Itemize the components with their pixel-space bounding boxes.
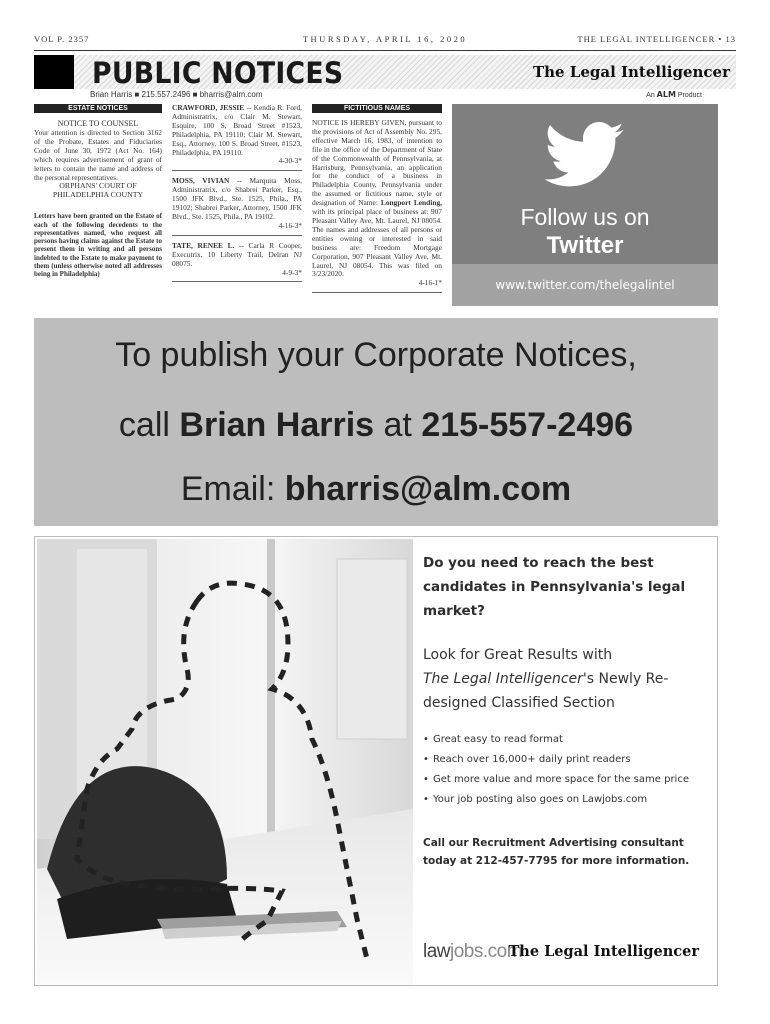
ad-benefits-list [423, 733, 713, 806]
masthead-logo: The Legal Intelligencer [532, 63, 730, 81]
issue-date: THURSDAY, APRIL 16, 2020 [302, 34, 468, 44]
folio-line [34, 34, 736, 48]
list-item: • Great easy to read format [423, 733, 713, 746]
contact-phone[interactable]: 215-557-2496 [421, 406, 634, 444]
estate-entry: TATE, RENEE L. -- Carla R Cooper, Executrix, 10 Liberty Trail, Delran NJ 08075. [172, 240, 302, 268]
decedent-name: TATE, RENEE L. [172, 240, 235, 250]
publication-page: THE LEGAL INTELLIGENCER • 13 [577, 34, 736, 44]
corporate-headline: To publish your Corporate Notices, [115, 336, 637, 374]
volume-page: VOL P. 2357 [34, 34, 90, 44]
list-item: • Get more value and more space for the same price [423, 773, 713, 786]
contact-email-link[interactable]: bharris@alm.com [284, 470, 572, 508]
divider [312, 292, 442, 293]
twitter-name: Twitter [546, 232, 624, 259]
follow-us-text: Follow us on [520, 204, 650, 230]
notice-body: Your attention is directed to Section 3162 of the Probate, Estates and Fiduciaries Code of June 30, 1972 (Act No. 164) which requires advertisement of grant of letters to contain the name and address of the personal representatives. [34, 128, 162, 182]
list-item: • Reach over 16,000+ daily print readers [423, 753, 713, 766]
entry-date: 4-30-3* [278, 156, 302, 166]
corporate-call-line: call Brian Harris at 215-557-2496 [118, 406, 634, 444]
twitter-url-link[interactable]: www.twitter.com/thelegalintel [452, 264, 718, 306]
estate-entry: MOSS, VIVIAN -- Marquita Moss, Administratrix, c/o Shabrei Parker, Esq., 1500 JFK Blvd., Ste. 1525, Phila., PA 19102; Shabrei Parker, Attorney, 1500 JFK Blvd., Ste. 1525, Phila., PA 19102. [172, 176, 303, 221]
ad-look-for: Look for Great Results with The Legal Intelligencer's Newly Re-designed Classified Section [423, 647, 669, 711]
decedent-name: CRAWFORD, JESSIE [172, 103, 245, 112]
estate-entry: CRAWFORD, JESSIE -- Kendia R. Ford, Administratrix, c/o Clair M. Stewart, Esquire, 100 S, Broad Street #1523, Philadelphia, PA 19110; Clair M. Stewart, Esq., Attorney, 100 S. Broad Street, #1523, Philadelphia, PA 19110. [172, 103, 302, 157]
fictitious-names-column [312, 104, 442, 299]
fictitious-name-notice: NOTICE IS HEREBY GIVEN, pursuant to the provisions of Act of Assembly No. 295, effective March 16, 1983, of intention to file in the office of the Department of State of the Commonwealth of Pennsylvania, at Harrisburg, Pennsylvania, an application for the conduct of a business in Philadelphia County, Pennsylvania under the assumed or fictitious name, style or designation of Name: Longport Lending, with its principal place of business at: 907 Pleasant Valley Ave, Mt. Laurel, NJ 08054. The names and addresses of all persons or entities owning or interested in said business are: Freedom Mortgage Corporation, 907 Pleasant Valley Ave, Mt. Laurel, NJ 08054. This was filed on 3/23/2020. [312, 118, 442, 279]
banner-subbar [34, 89, 736, 100]
divider [172, 170, 302, 171]
letters-granted-text: Letters have been granted on the Estate of each of the following decedents to the representatives named, who request all persons having claims against the Estate to present them in writing and all persons indebted to the Estate to make payment to them (unless otherwise noted all addresses being in Philadelphia) [34, 212, 162, 279]
lawjobs-logo[interactable]: lawjobs.com [423, 941, 523, 962]
business-name: Longport Lending, [380, 198, 442, 208]
ad-logos [423, 935, 713, 969]
column-heading: FICTITIOUS NAMES [312, 104, 442, 113]
notice-title: NOTICE TO COUNSEL [57, 119, 139, 128]
list-item: • Your job posting also goes on Lawjobs.com [423, 793, 713, 806]
divider [172, 235, 302, 236]
court-name: ORPHANS' COURT OF PHILADELPHIA COUNTY [52, 181, 144, 200]
alm-product-tag: An ALM Product [646, 90, 702, 99]
legal-intelligencer-logo: The Legal Intelligencer [508, 943, 699, 960]
folio-rule [34, 50, 736, 51]
ad-call-to-action: Call our Recruitment Advertising consultant today at 212-457-7795 for more information. [423, 837, 690, 867]
twitter-promo[interactable] [452, 104, 718, 306]
estate-notices-column [34, 104, 162, 279]
divider [172, 281, 302, 282]
column-heading: ESTATE NOTICES [34, 104, 162, 113]
entry-date: 4-16-3* [278, 220, 302, 230]
ad-copy [423, 551, 713, 870]
alm-logo: ALM [656, 90, 676, 99]
contact-name: Brian Harris [179, 406, 375, 444]
contact-line: Brian Harris ■ 215.557.2496 ■ bharris@alm.com [90, 90, 263, 99]
ad-question: Do you need to reach the best candidates in Pennsylvania's legal market? [423, 555, 686, 619]
office-chair-photo [37, 539, 413, 985]
recruitment-ad [34, 536, 718, 986]
entry-date: 4-16-1* [418, 278, 442, 288]
publication-name: The Legal Intelligencer [423, 671, 583, 687]
section-title: PUBLIC NOTICES [92, 56, 344, 90]
decedent-name: MOSS, VIVIAN [172, 176, 230, 186]
estate-entries-column [172, 104, 302, 288]
corporate-notices-ad [34, 318, 718, 526]
entry-date: 4-9-3* [282, 267, 302, 277]
corporate-email-line: Email: bharris@alm.com [180, 470, 572, 508]
banner-block [34, 55, 74, 89]
public-notices-banner [34, 55, 736, 89]
twitter-bird-icon [544, 122, 624, 188]
